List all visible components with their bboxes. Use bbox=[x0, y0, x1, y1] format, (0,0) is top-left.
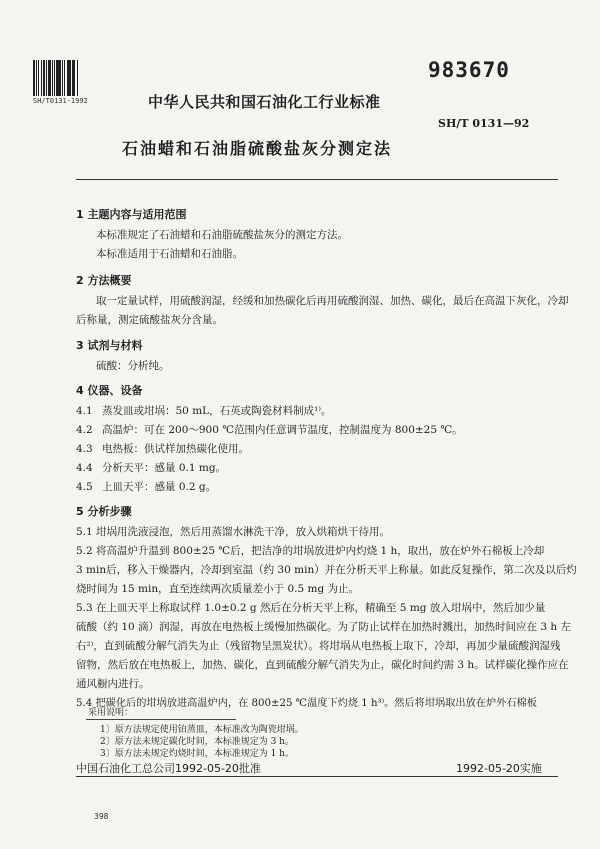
section-2-line: 后称量，测定硫酸盐灰分含量。 bbox=[76, 314, 223, 326]
footnote-2: 2〕原方法未规定碳化时间，本标准规定为 3 h。 bbox=[100, 737, 294, 747]
section-4-heading: 4 仪器、设备 bbox=[76, 384, 143, 397]
equipment-item: 4.4 分析天平：感量 0.1 mg。 bbox=[76, 462, 227, 474]
footnote-intro: 采用说明： bbox=[88, 708, 134, 718]
document-number: 983670 bbox=[428, 58, 510, 82]
step-5-3-line: 通风橱内进行。 bbox=[76, 678, 150, 690]
document-title: 石油蜡和石油脂硫酸盐灰分测定法 bbox=[122, 139, 393, 158]
section-1-line: 本标准适用于石油蜡和石油脂。 bbox=[96, 248, 243, 260]
equipment-item: 4.2 高温炉：可在 200～900 ℃范围内任意调节温度，控制温度为 800±25 ℃。 bbox=[76, 424, 463, 436]
section-1-line: 本标准规定了石油蜡和石油脂硫酸盐灰分的测定方法。 bbox=[96, 229, 348, 241]
footnote-1: 1〕原方法规定使用铂蒸皿，本标准改为陶瓷坩埚。 bbox=[100, 725, 304, 735]
step-5-4: 5.4 把碳化后的坩埚放进高温炉内，在 800±25 ℃温度下灼烧 1 h³⁾。然后将坩埚取出放在炉外石棉板 bbox=[76, 698, 537, 709]
footnote-3: 3〕原方法未规定灼烧时间，本标准规定为 1 h。 bbox=[100, 749, 294, 759]
step-5-3-line: 硫酸（约 10 滴）润湿，再放在电热板上缓慢加热碳化。为了防止试样在加热时溅出，加热时间应在 3 h 左 bbox=[76, 621, 571, 633]
section-5-heading: 5 分析步骤 bbox=[76, 505, 132, 518]
step-5-2-line: 5.2 将高温炉升温到 800±25 ℃后，把洁净的坩埚放进炉内灼烧 1 h，取出，放在炉外石棉板上冷却 bbox=[76, 545, 545, 557]
approval-statement: 中国石油化工总公司1992-05-20批准 bbox=[76, 762, 261, 775]
equipment-item: 4.3 电热板：供试样加热碳化使用。 bbox=[76, 443, 249, 455]
section-3-heading: 3 试剂与材料 bbox=[76, 339, 143, 352]
step-5-2-line: 烧时间为 15 min，直至连续两次质量差小于 0.5 mg 为止。 bbox=[76, 583, 360, 595]
barcode-image bbox=[33, 60, 95, 96]
footnote-divider bbox=[86, 719, 236, 720]
step-5-1: 5.1 坩埚用洗液浸泡，然后用蒸馏水淋洗干净，放入烘箱烘干待用。 bbox=[76, 526, 391, 538]
section-1-heading: 1 主题内容与适用范围 bbox=[76, 208, 187, 221]
barcode-caption: SH/T0131-1992 bbox=[33, 97, 88, 105]
implementation-date: 1992-05-20实施 bbox=[456, 762, 542, 775]
section-3-line: 硫酸：分析纯。 bbox=[96, 360, 170, 372]
step-5-3-line: 右²⁾，直到硫酸分解气消失为止（残留物呈黑炭状）。将坩埚从电热板上取下，冷却，再加少量硫酸润湿残 bbox=[76, 640, 561, 652]
standard-code: SH/T 0131—92 bbox=[438, 117, 530, 130]
header-divider bbox=[76, 179, 558, 180]
step-5-3-line: 5.3 在上皿天平上称取试样 1.0±0.2 g 然后在分析天平上称，精确至 5 mg 放入坩埚中，然后加少量 bbox=[76, 602, 546, 614]
footer-divider bbox=[76, 776, 558, 777]
equipment-item: 4.1 蒸发皿或坩埚：50 mL，石英或陶瓷材料制成¹⁾。 bbox=[76, 405, 332, 417]
standard-type-heading: 中华人民共和国石油化工行业标准 bbox=[148, 93, 381, 111]
step-5-2-line: 3 min后，移入干燥器内，冷却到室温（约 30 min）并在分析天平上称量。如此反复操作，第二次及以后灼 bbox=[76, 564, 577, 576]
section-2-line: 取一定量试样，用硫酸润湿，经缓和加热碳化后再用硫酸润湿、加热、碳化，最后在高温下灰化，冷却 bbox=[96, 295, 569, 307]
equipment-item: 4.5 上皿天平：感量 0.2 g。 bbox=[76, 481, 217, 493]
barcode-bar bbox=[78, 60, 80, 96]
page-number: 398 bbox=[94, 812, 109, 821]
section-2-heading: 2 方法概要 bbox=[76, 274, 132, 287]
step-5-3-line: 留物，然后放在电热板上，加热、碳化，直到硫酸分解气消失为止，碳化时间约需 3 h。试样碳化操作应在 bbox=[76, 659, 569, 671]
